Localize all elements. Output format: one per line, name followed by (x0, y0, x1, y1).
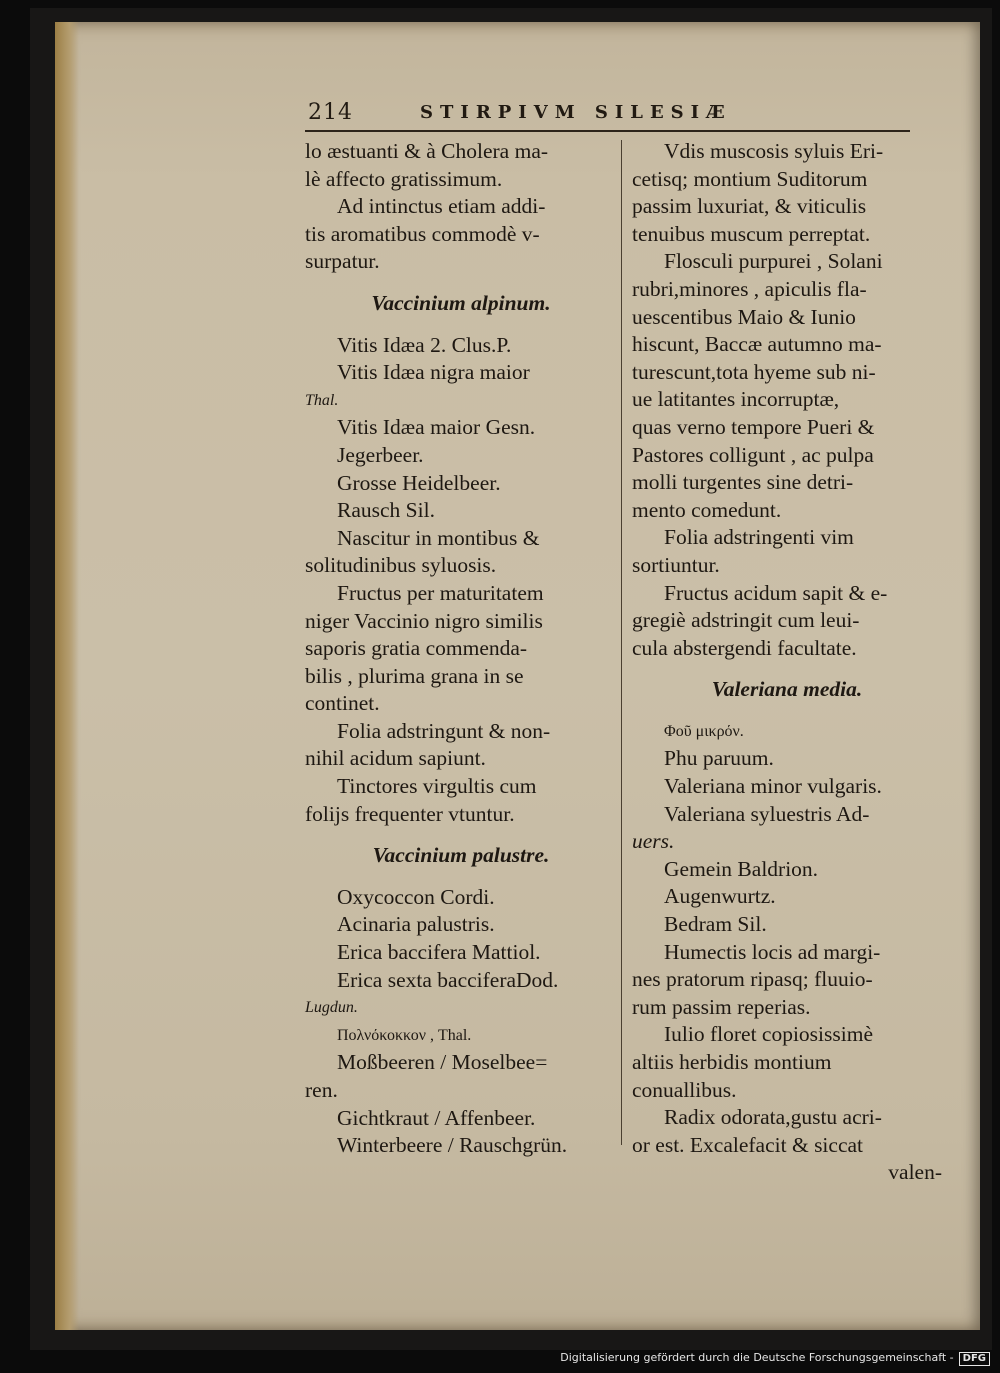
footer-credit (560, 1351, 990, 1366)
text-line: uers. (632, 829, 675, 854)
text-line: Thal. (305, 391, 339, 409)
text-line: Tinctores virgultis cum (337, 774, 537, 799)
page-gutter (55, 22, 79, 1330)
text-line: Vdis muscosis syluis Eri- (664, 139, 884, 163)
text-line: turescunt,tota hyeme sub ni- (632, 359, 876, 384)
text-line: Iulio floret copiosissimè (664, 1022, 873, 1047)
text-line: Radix odorata,gustu acri- (664, 1105, 882, 1130)
text-line: Folia adstringenti vim (664, 525, 854, 550)
text-line: Bedram Sil. (664, 912, 767, 937)
text-line: Flosculi purpurei , Solani (664, 249, 883, 274)
text-line: Oxycoccon Cordi. (337, 884, 495, 909)
text-line: surpatur. (305, 249, 380, 274)
text-line: Φοῦ μικρόν. (664, 722, 744, 740)
text-line: uescentibus Maio & Iunio (632, 304, 856, 329)
text-line: Vitis Idæa 2. Clus.P. (337, 332, 512, 357)
text-line: continet. (305, 691, 380, 716)
text-line: Vitis Idæa maior Gesn. (337, 415, 536, 440)
column-divider (621, 140, 622, 1145)
text-line: Rausch Sil. (337, 498, 435, 523)
text-line: Grosse Heidelbeer. (337, 470, 501, 495)
text-line: Fructus per maturitatem (337, 580, 544, 605)
text-line: tenuibus muscum perreptat. (632, 221, 871, 246)
header-rule (305, 130, 910, 132)
text-line: Winterbeere / Rauschgrün. (337, 1133, 568, 1158)
text-line: Vitis Idæa nigra maior (337, 360, 530, 385)
left-column (305, 138, 617, 1160)
text-line: niger Vaccinio nigro similis (305, 608, 543, 633)
text-line: cetisq; montium Suditorum (632, 166, 868, 191)
running-title: STIRPIVM SILESIÆ (420, 102, 732, 123)
text-line: rubri,minores , apiculis fla- (632, 276, 867, 301)
text-line: rum passim reperias. (632, 994, 811, 1019)
text-line: Erica sexta bacciferaDod. (337, 967, 559, 992)
text-line: hiscunt, Baccæ autumno ma- (632, 332, 882, 357)
text-line: Lugdun. (305, 999, 358, 1017)
text-line: altiis herbidis montium (632, 1050, 832, 1074)
text-line: ue latitantes incorruptæ, (632, 387, 840, 412)
text-line: Gemein Baldrion. (664, 856, 819, 881)
text-line: Nascitur in montibus & (337, 525, 540, 550)
text-line: lo æstuanti & à Cholera ma- (305, 139, 549, 163)
text-line: mento comedunt. (632, 497, 782, 522)
text-line: Humectis locis ad margi- (664, 939, 881, 964)
text-line: Moßbeeren / Moselbee= (337, 1050, 548, 1075)
text-line: ren. (305, 1078, 338, 1102)
section-heading: Valeriana media. (711, 677, 863, 702)
text-line: solitudinibus syluosis. (305, 553, 497, 578)
right-column (632, 138, 942, 1187)
text-line: Erica baccifera Mattiol. (337, 940, 541, 965)
text-line: Gichtkraut / Affenbeer. (337, 1105, 536, 1130)
section-heading: Vaccinium palustre. (372, 843, 550, 868)
text-line: molli turgentes sine detri- (632, 470, 854, 495)
text-line: saporis gratia commenda- (305, 636, 528, 661)
text-line: Fructus acidum sapit & e- (664, 580, 888, 605)
text-line: Πολνόκοκκον , Thal. (337, 1026, 472, 1044)
page-number: 214 (308, 100, 353, 125)
catchword: valen- (888, 1160, 942, 1185)
text-line: Jegerbeer. (337, 442, 424, 467)
dfg-logo: DFG (959, 1352, 990, 1366)
text-line: passim luxuriat, & viticulis (632, 194, 867, 219)
section-heading: Vaccinium alpinum. (371, 290, 551, 315)
footer-text: Digitalisierung gefördert durch die Deutsche Forschungsgemeinschaft - (560, 1351, 954, 1364)
text-line: sortiuntur. (632, 552, 720, 577)
text-line: nihil acidum sapiunt. (305, 746, 486, 771)
running-head (300, 96, 940, 132)
text-line: Valeriana minor vulgaris. (664, 774, 882, 799)
text-line: conuallibus. (632, 1077, 737, 1102)
text-line: Acinaria palustris. (337, 912, 495, 937)
text-line: lè affecto gratissimum. (305, 166, 503, 191)
text-line: bilis , plurima grana in se (305, 663, 524, 688)
text-line: folijs frequenter vtuntur. (305, 801, 515, 826)
text-line: Ad intinctus etiam addi- (337, 194, 546, 219)
text-line: Pastores colligunt , ac pulpa (632, 442, 874, 467)
text-line: Valeriana syluestris Ad- (664, 801, 870, 826)
text-line: cula abstergendi facultate. (632, 635, 857, 660)
text-line: Folia adstringunt & non- (337, 718, 551, 743)
text-line: Augenwurtz. (664, 884, 776, 909)
text-line: tis aromatibus commodè v- (305, 221, 540, 246)
text-line: nes pratorum ripasq; fluuio- (632, 967, 873, 992)
text-line: or est. Excalefacit & siccat (632, 1132, 864, 1157)
text-line: Phu paruum. (664, 746, 774, 771)
text-line: quas verno tempore Pueri & (632, 414, 875, 439)
text-line: gregiè adstringit cum leui- (632, 608, 860, 633)
